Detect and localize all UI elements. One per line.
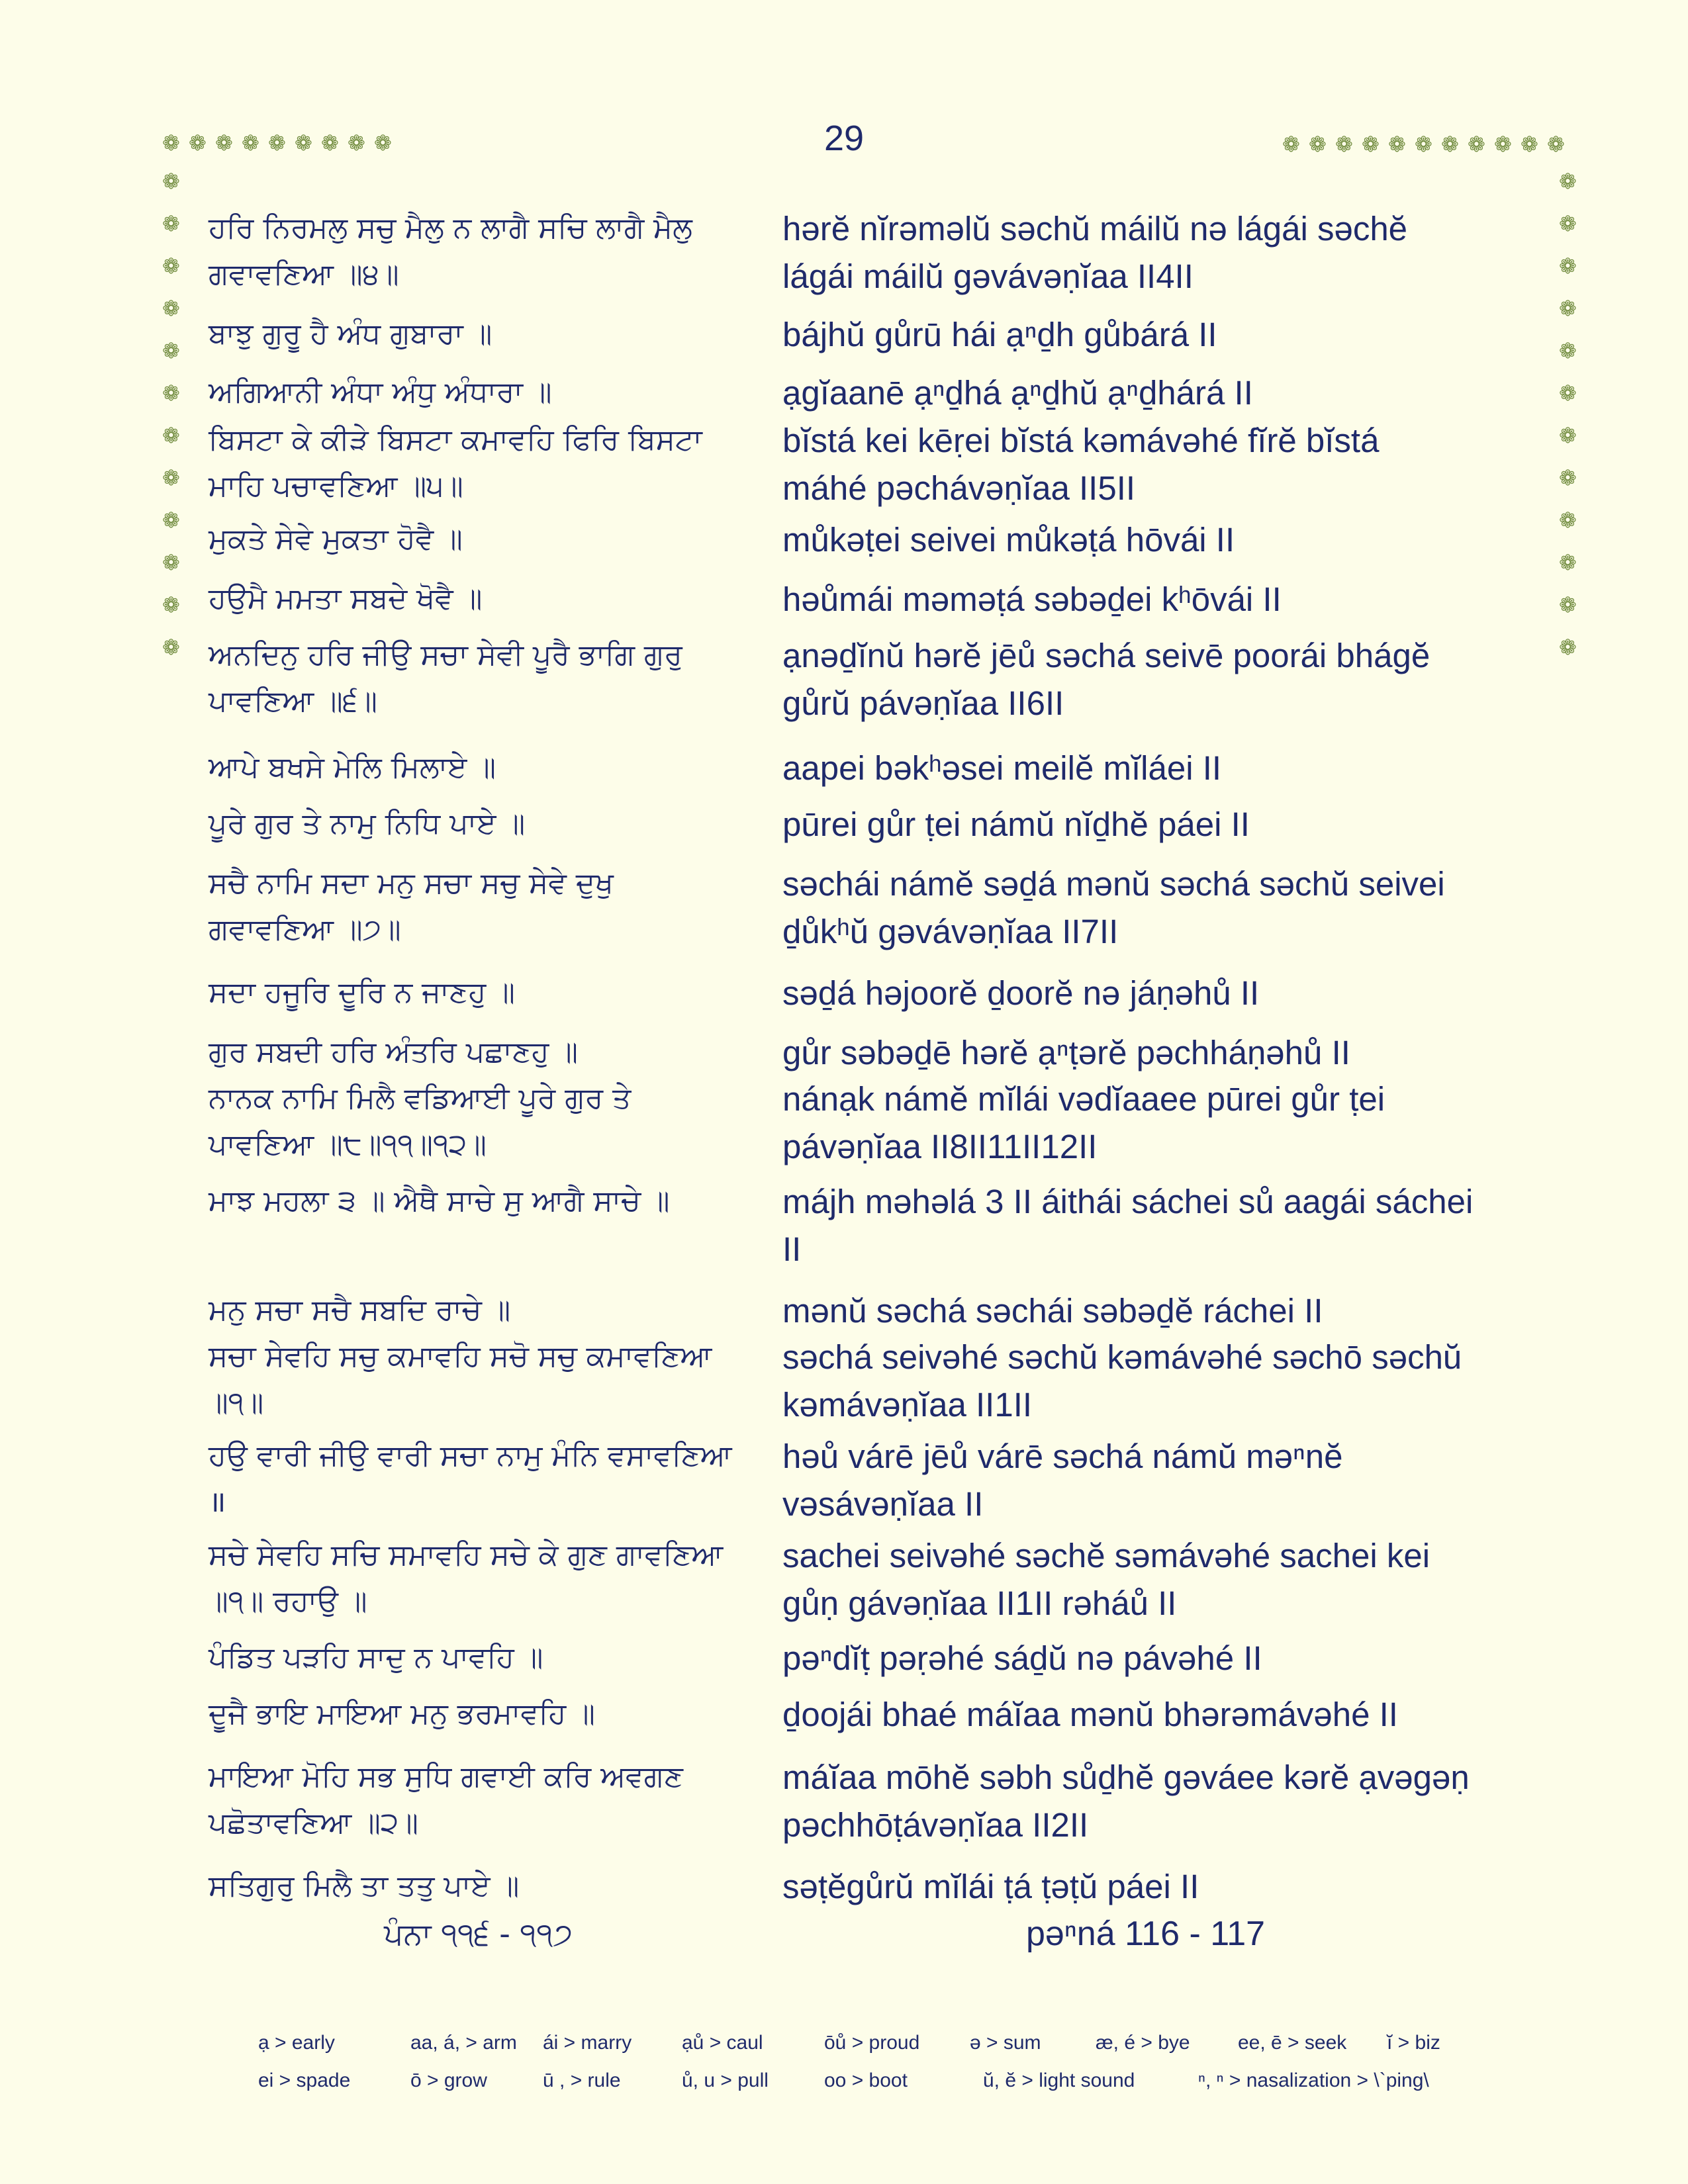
flower-icon: ❁ [189, 130, 207, 156]
flower-icon: ❁ [162, 550, 180, 575]
flower-icon: ❁ [162, 423, 180, 448]
gurmukhi-text: ਸਤਿਗੁਰੁ ਮਿਲੈ ਤਾ ਤਤੁ ਪਾਏ ॥ [209, 1869, 520, 1903]
legend-item: oo > boot [824, 2070, 908, 2091]
gurmukhi-text: ਮਨੁ ਸਚਾ ਸਚੈ ਸਬਦਿ ਰਾਚੇ ॥ [209, 1293, 511, 1327]
flower-icon: ❁ [1559, 381, 1577, 406]
flower-icon: ❁ [162, 211, 180, 236]
gurmukhi-text: ਗੁਰ ਸਬਦੀ ਹਰਿ ਅੰਤਰਿ ਪਛਾਣਹੁ ॥ [209, 1035, 579, 1069]
transliteration-text: bájhŭ gůrū hái ạⁿḏh gůbárá II [782, 316, 1217, 353]
gurmukhi-text: ਪੰਡਿਤ ਪੜਹਿ ਸਾਦੁ ਨ ਪਾਵਹਿ ॥ [209, 1641, 543, 1674]
transliteration-text: aapei bəkʰəsei meilĕ mĭláei II [782, 749, 1222, 787]
legend-item: ei > spade [258, 2070, 351, 2091]
transliteration-text: pūrei gůr ṭei námŭ nĭḏhĕ páei II [782, 805, 1250, 843]
legend-item: aa, á, > arm [410, 2032, 517, 2054]
gurmukhi-text: ਬਾਝੁ ਗੁਰੂ ਹੈ ਅੰਧ ਗੁਬਾਰਾ ॥ [209, 317, 492, 351]
transliteration-text: həů várē jēů várē səchá námŭ məⁿnĕ vəsávəṇĭaa II [782, 1437, 1343, 1523]
legend-item: ⁿ, ⁿ > nasalization > \`ping\ [1198, 2070, 1429, 2091]
flower-icon: ❁ [1388, 132, 1406, 157]
flower-icon: ❁ [162, 381, 180, 406]
flower-icon: ❁ [162, 130, 180, 156]
flower-icon: ❁ [162, 508, 180, 533]
flower-icon: ❁ [1559, 592, 1577, 617]
legend-item: ạů > caul [682, 2032, 763, 2054]
flower-icon: ❁ [162, 635, 180, 660]
legend-item: ạ > early [258, 2032, 335, 2054]
transliteration-text: səḏá həjoorĕ ḏoorĕ nə jáṇəhů II [782, 974, 1260, 1012]
flower-icon: ❁ [1559, 338, 1577, 363]
transliteration-text: səchá seivəhé səchŭ kəmávəhé səchō səchŭ kəmávəṇĭaa II1II [782, 1338, 1462, 1424]
page-reference-transliteration: pəⁿná 116 - 117 [1026, 1915, 1266, 1953]
transliteration-text: máĭaa mōhĕ səbh sůḏhĕ gəváee kərĕ ạvəgəṇ pəchhōṭávəṇĭaa II2II [782, 1758, 1470, 1844]
gurmukhi-text: ਸਚਾ ਸੇਵਹਿ ਸਚੁ ਕਮਾਵਹਿ ਸਚੋ ਸਚੁ ਕਮਾਵਣਿਆ ॥੧॥ [209, 1340, 712, 1420]
flower-icon: ❁ [162, 169, 180, 194]
gurmukhi-text: ਬਿਸਟਾ ਕੇ ਕੀੜੇ ਬਿਸਟਾ ਕਮਾਵਹਿ ਫਿਰਿ ਬਿਸਟਾ ਮਾਹਿ ਪਚਾਵਣਿਆ ॥੫॥ [209, 423, 702, 503]
transliteration-text: můkəṭei seivei můkəṭá hōvái II [782, 521, 1235, 559]
flower-icon: ❁ [1559, 169, 1577, 194]
gurmukhi-text: ਹਉ ਵਾਰੀ ਜੀਉ ਵਾਰੀ ਸਚਾ ਨਾਮੁ ਮੰਨਿ ਵਸਾਵਣਿਆ ॥ [209, 1439, 732, 1519]
gurmukhi-text: ਆਪੇ ਬਖਸੇ ਮੇਲਿ ਮਿਲਾਏ ॥ [209, 751, 496, 784]
gurmukhi-text: ਮੁਕਤੇ ਸੇਵੇ ਮੁਕਤਾ ਹੋਵੈ ॥ [209, 522, 463, 556]
gurmukhi-text: ਹਉਮੈ ਮਮਤਾ ਸਬਦੇ ਖੋਵੈ ॥ [209, 582, 483, 615]
transliteration-text: májh məhəlá 3 II áithái sáchei sů aagái sáchei II [782, 1183, 1474, 1268]
gurmukhi-text: ਹਰਿ ਨਿਰਮਲੁ ਸਚੁ ਮੈਲੁ ਨ ਲਾਗੈ ਸਚਿ ਲਾਗੈ ਮੈਲੁ ਗਵਾਵਣਿਆ ॥੪॥ [209, 211, 692, 291]
gurmukhi-text: ਅਗਿਆਨੀ ਅੰਧਾ ਅੰਧੁ ਅੰਧਾਰਾ ॥ [209, 375, 552, 409]
flower-icon: ❁ [1559, 253, 1577, 279]
flower-icon: ❁ [1441, 132, 1459, 157]
gurmukhi-text: ਦੂਜੈ ਭਾਇ ਮਾਇਆ ਮਨੁ ਭਰਮਾਵਹਿ ॥ [209, 1697, 595, 1731]
flower-icon: ❁ [295, 130, 312, 156]
gurmukhi-text: ਸਚੈ ਨਾਮਿ ਸਦਾ ਮਨੁ ਸਚਾ ਸਚੁ ਸੇਵੇ ਦੁਖੁ ਗਵਾਵਣਿਆ ॥੭॥ [209, 866, 614, 946]
flower-icon: ❁ [1559, 211, 1577, 236]
flower-icon: ❁ [1559, 635, 1577, 660]
flower-icon: ❁ [162, 592, 180, 617]
legend-item: ái > marry [543, 2032, 632, 2054]
flower-icon: ❁ [1362, 132, 1380, 157]
gurmukhi-text: ਅਨਦਿਨੁ ਹਰਿ ਜੀਉ ਸਚਾ ਸੇਵੀ ਪੂਰੈ ਭਾਗਿ ਗੁਰੁ ਪਾਵਣਿਆ ॥੬॥ [209, 638, 682, 718]
legend-item: ee, ē > seek [1238, 2032, 1347, 2054]
page-number: 29 [823, 118, 865, 158]
legend-item: ə > sum [970, 2032, 1041, 2054]
flower-icon: ❁ [1559, 423, 1577, 448]
transliteration-text: bĭstá kei kēṛei bĭstá kəmávəhé fĭrĕ bĭstá máhé pəchávəṇĭaa II5II [782, 422, 1380, 507]
transliteration-text: ạgĭaanē ạⁿḏhá ạⁿḏhŭ ạⁿḏhárá II [782, 374, 1253, 412]
legend-item: ō > grow [410, 2070, 487, 2091]
flower-icon: ❁ [1521, 132, 1538, 157]
flower-icon: ❁ [242, 130, 259, 156]
flower-icon: ❁ [348, 130, 365, 156]
legend-item: ů, u > pull [682, 2070, 769, 2091]
gurmukhi-text: ਮਾਝ ਮਹਲਾ ੩ ॥ ਐਥੈ ਸਾਚੇ ਸੁ ਆਗੈ ਸਾਚੇ ॥ [209, 1184, 670, 1218]
flower-icon: ❁ [1559, 465, 1577, 490]
legend-item: æ, é > bye [1096, 2032, 1190, 2054]
transliteration-text: mənŭ səchá səchái səbəḏĕ ráchei II [782, 1292, 1323, 1330]
transliteration-text: səṭĕgůrŭ mĭlái ṭá ṭəṭŭ páei II [782, 1868, 1199, 1905]
legend-item: ū , > rule [543, 2070, 621, 2091]
flower-icon: ❁ [1309, 132, 1327, 157]
flower-icon: ❁ [1559, 508, 1577, 533]
gurmukhi-text: ਨਾਨਕ ਨਾਮਿ ਮਿਲੈ ਵਡਿਆਈ ਪੂਰੇ ਗੁਰ ਤੇ ਪਾਵਣਿਆ ॥੮॥੧੧॥੧੨॥ [209, 1081, 632, 1161]
flower-icon: ❁ [215, 130, 233, 156]
gurmukhi-text: ਸਦਾ ਹਜੂਰਿ ਦੂਰਿ ਨ ਜਾਣਹੁ ॥ [209, 976, 515, 1009]
flower-icon: ❁ [321, 130, 339, 156]
flower-icon: ❁ [162, 296, 180, 321]
flower-icon: ❁ [162, 465, 180, 490]
flower-icon: ❁ [1335, 132, 1353, 157]
flower-icon: ❁ [1415, 132, 1432, 157]
legend-item: ŭ, ĕ > light sound [983, 2070, 1135, 2091]
transliteration-text: nánạk námĕ mĭlái vədĭaaee pūrei gůr ṭei pávəṇĭaa II8II11II12II [782, 1080, 1385, 1165]
transliteration-text: həůmái məməṭá səbəḏei kʰōvái II [782, 580, 1282, 618]
flower-icon: ❁ [162, 338, 180, 363]
transliteration-text: sachei seivəhé səchĕ səmávəhé sachei kei gůṇ gávəṇĭaa II1II rəháů II [782, 1537, 1430, 1622]
legend-item: ōů > proud [824, 2032, 920, 2054]
flower-icon: ❁ [1494, 132, 1512, 157]
flower-icon: ❁ [1547, 132, 1565, 157]
flower-icon: ❁ [268, 130, 286, 156]
gurmukhi-text: ਸਚੇ ਸੇਵਹਿ ਸਚਿ ਸਮਾਵਹਿ ਸਚੇ ਕੇ ਗੁਣ ਗਾਵਣਿਆ ॥੧॥ ਰਹਾਉ ॥ [209, 1538, 724, 1618]
transliteration-text: ạnəḏĭnŭ hərĕ jēů səchá seivē poorái bhágĕ gůrŭ pávəṇĭaa II6II [782, 637, 1430, 722]
transliteration-text: ḏoojái bhaé máĭaa mənŭ bhərəmávəhé II [782, 1696, 1398, 1733]
flower-icon: ❁ [1559, 296, 1577, 321]
legend-item: ĭ > biz [1387, 2032, 1440, 2054]
transliteration-text: hərĕ nĭrəməlŭ səchŭ máilŭ nə lágái səchĕ lágái máilŭ gəvávəṇĭaa II4II [782, 210, 1408, 295]
gurmukhi-text: ਮਾਇਆ ਮੋਹਿ ਸਭ ਸੁਧਿ ਗਵਾਈ ਕਰਿ ਅਵਗਣ ਪਛੋਤਾਵਣਿਆ ॥੨॥ [209, 1760, 683, 1840]
transliteration-text: pəⁿdĭṭ pəṛəhé sáḏŭ nə pávəhé II [782, 1639, 1262, 1677]
transliteration-text: gůr səbəḏē hərĕ ạⁿṭərĕ pəchháṇəhů II [782, 1034, 1350, 1071]
page-reference-gurmukhi: ਪੰਨਾ ੧੧੬ - ੧੧੭ [384, 1916, 573, 1952]
gurmukhi-text: ਪੂਰੇ ਗੁਰ ਤੇ ਨਾਮੁ ਨਿਧਿ ਪਾਏ ॥ [209, 807, 526, 841]
flower-icon: ❁ [162, 253, 180, 279]
flower-icon: ❁ [1468, 132, 1485, 157]
transliteration-text: səchái námĕ səḏá mənŭ səchá səchŭ seivei ḏůkʰŭ gəvávəṇĭaa II7II [782, 865, 1445, 950]
flower-icon: ❁ [374, 130, 392, 156]
flower-icon: ❁ [1282, 132, 1300, 157]
flower-icon: ❁ [1559, 550, 1577, 575]
